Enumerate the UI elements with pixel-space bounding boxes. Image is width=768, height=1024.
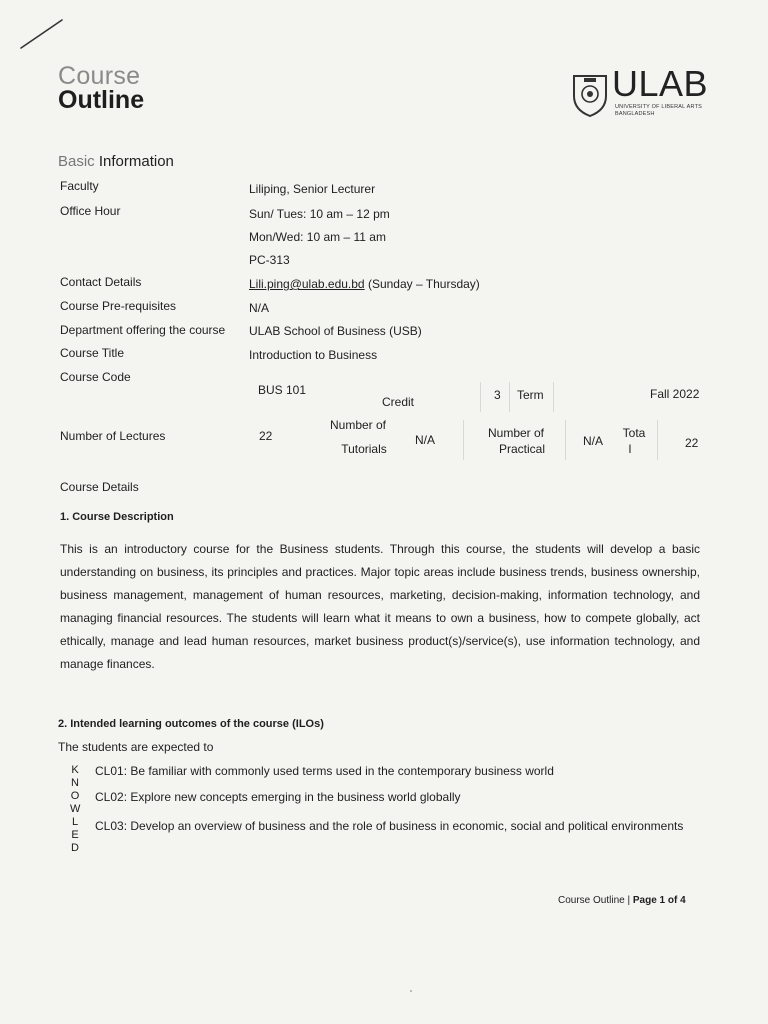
table-divider — [657, 420, 658, 460]
course-description-heading: 1. Course Description — [60, 511, 174, 523]
contact-value — [249, 277, 480, 291]
vertical-letter: O — [70, 790, 80, 802]
page-title-outline: Outline — [58, 86, 145, 114]
total-label-line2: l — [628, 442, 632, 456]
table-divider — [553, 382, 554, 412]
contact-label: Contact Details — [60, 275, 142, 289]
vertical-letter: N — [71, 777, 79, 789]
tutorials-label-line1: Number of — [329, 418, 387, 432]
vertical-letter: E — [71, 829, 79, 841]
credit-label: Credit — [382, 395, 415, 409]
total-value: 22 — [685, 436, 699, 450]
scan-speck — [410, 990, 412, 992]
ulab-logo-subtitle-country: BANGLADESH — [615, 111, 655, 117]
page-footer — [558, 895, 686, 906]
knowledge-vertical-label — [70, 764, 80, 855]
prereq-label: Course Pre-requisites — [60, 299, 177, 313]
vertical-letter: W — [70, 803, 81, 815]
course-title-label: Course Title — [60, 346, 125, 360]
vertical-letter: L — [71, 816, 79, 828]
ulab-crest-logo — [570, 72, 610, 118]
department-label: Department offering the course — [60, 323, 226, 337]
course-title-value: Introduction to Business — [249, 348, 378, 362]
practical-label-line1: Number of — [487, 426, 545, 440]
heading-information: Information — [98, 153, 174, 170]
footer-label: Course Outline — [558, 895, 625, 906]
course-code-label: Course Code — [60, 370, 131, 384]
footer-separator: | — [627, 895, 631, 906]
contact-email-link[interactable]: Lili.ping@ulab.edu.bd — [249, 277, 365, 291]
vertical-letter: K — [71, 764, 79, 776]
ulab-logo-text: ULAB — [612, 63, 709, 104]
term-label: Term — [517, 388, 544, 402]
clo3-text: CL03: Develop an overview of business and the role of business in economic, social and political environments — [95, 819, 684, 833]
practical-value: N/A — [583, 434, 604, 448]
vertical-letter: D — [71, 842, 79, 854]
tutorials-value: N/A — [415, 433, 436, 447]
table-divider — [565, 420, 566, 460]
faculty-label: Faculty — [60, 179, 99, 193]
course-code-value: BUS 101 — [258, 383, 307, 397]
clo2-text: CL02: Explore new concepts emerging in the business world globally — [95, 790, 461, 804]
table-divider — [509, 382, 510, 412]
office-hour-line1: Sun/ Tues: 10 am – 12 pm — [249, 207, 390, 221]
office-room: PC-313 — [249, 253, 290, 267]
total-label-line1: Tota — [622, 426, 646, 440]
table-divider — [463, 420, 464, 460]
term-value: Fall 2022 — [650, 387, 700, 401]
ulab-logo-subtitle: UNIVERSITY OF LIBERAL ARTS — [615, 104, 703, 110]
contact-days: (Sunday – Thursday) — [367, 277, 480, 291]
lectures-label: Number of Lectures — [60, 429, 166, 443]
course-description-text: This is an introductory course for the Business students. Through this course, the students will develop a basic understanding on business, its principles and practices. Major topic areas include business trends, business ownership, business management, management of human resources, marketing, decision-making, information technology, and managing financial resources. The students will learn what it means to own a business, how to compete globally, act ethically, manage and lead human resources, market business product(s)/service(s), use information technology, and manage finances. — [60, 542, 700, 671]
ilos-heading: 2. Intended learning outcomes of the course (ILOs) — [58, 718, 324, 730]
practical-label-line2: Practical — [498, 442, 545, 456]
footer-page-number: Page 1 of 4 — [632, 895, 686, 906]
course-details-heading: Course Details — [60, 480, 139, 494]
table-divider — [480, 382, 481, 412]
credit-value: 3 — [494, 388, 501, 402]
prereq-value: N/A — [249, 301, 270, 315]
pen-stroke-mark — [18, 18, 68, 52]
faculty-value: Liliping, Senior Lecturer — [249, 182, 376, 196]
clo1-text: CL01: Be familiar with commonly used terms used in the contemporary business world — [95, 764, 554, 778]
tutorials-label-line2: Tutorials — [341, 442, 387, 456]
department-value: ULAB School of Business (USB) — [249, 324, 422, 338]
ilos-intro: The students are expected to — [58, 740, 214, 754]
lectures-value: 22 — [259, 429, 273, 443]
page-title-course: Course — [58, 62, 141, 90]
office-hour-line2: Mon/Wed: 10 am – 11 am — [249, 230, 386, 244]
office-hour-label: Office Hour — [60, 204, 121, 218]
heading-basic: Basic — [58, 153, 95, 170]
basic-information-heading — [58, 153, 174, 170]
